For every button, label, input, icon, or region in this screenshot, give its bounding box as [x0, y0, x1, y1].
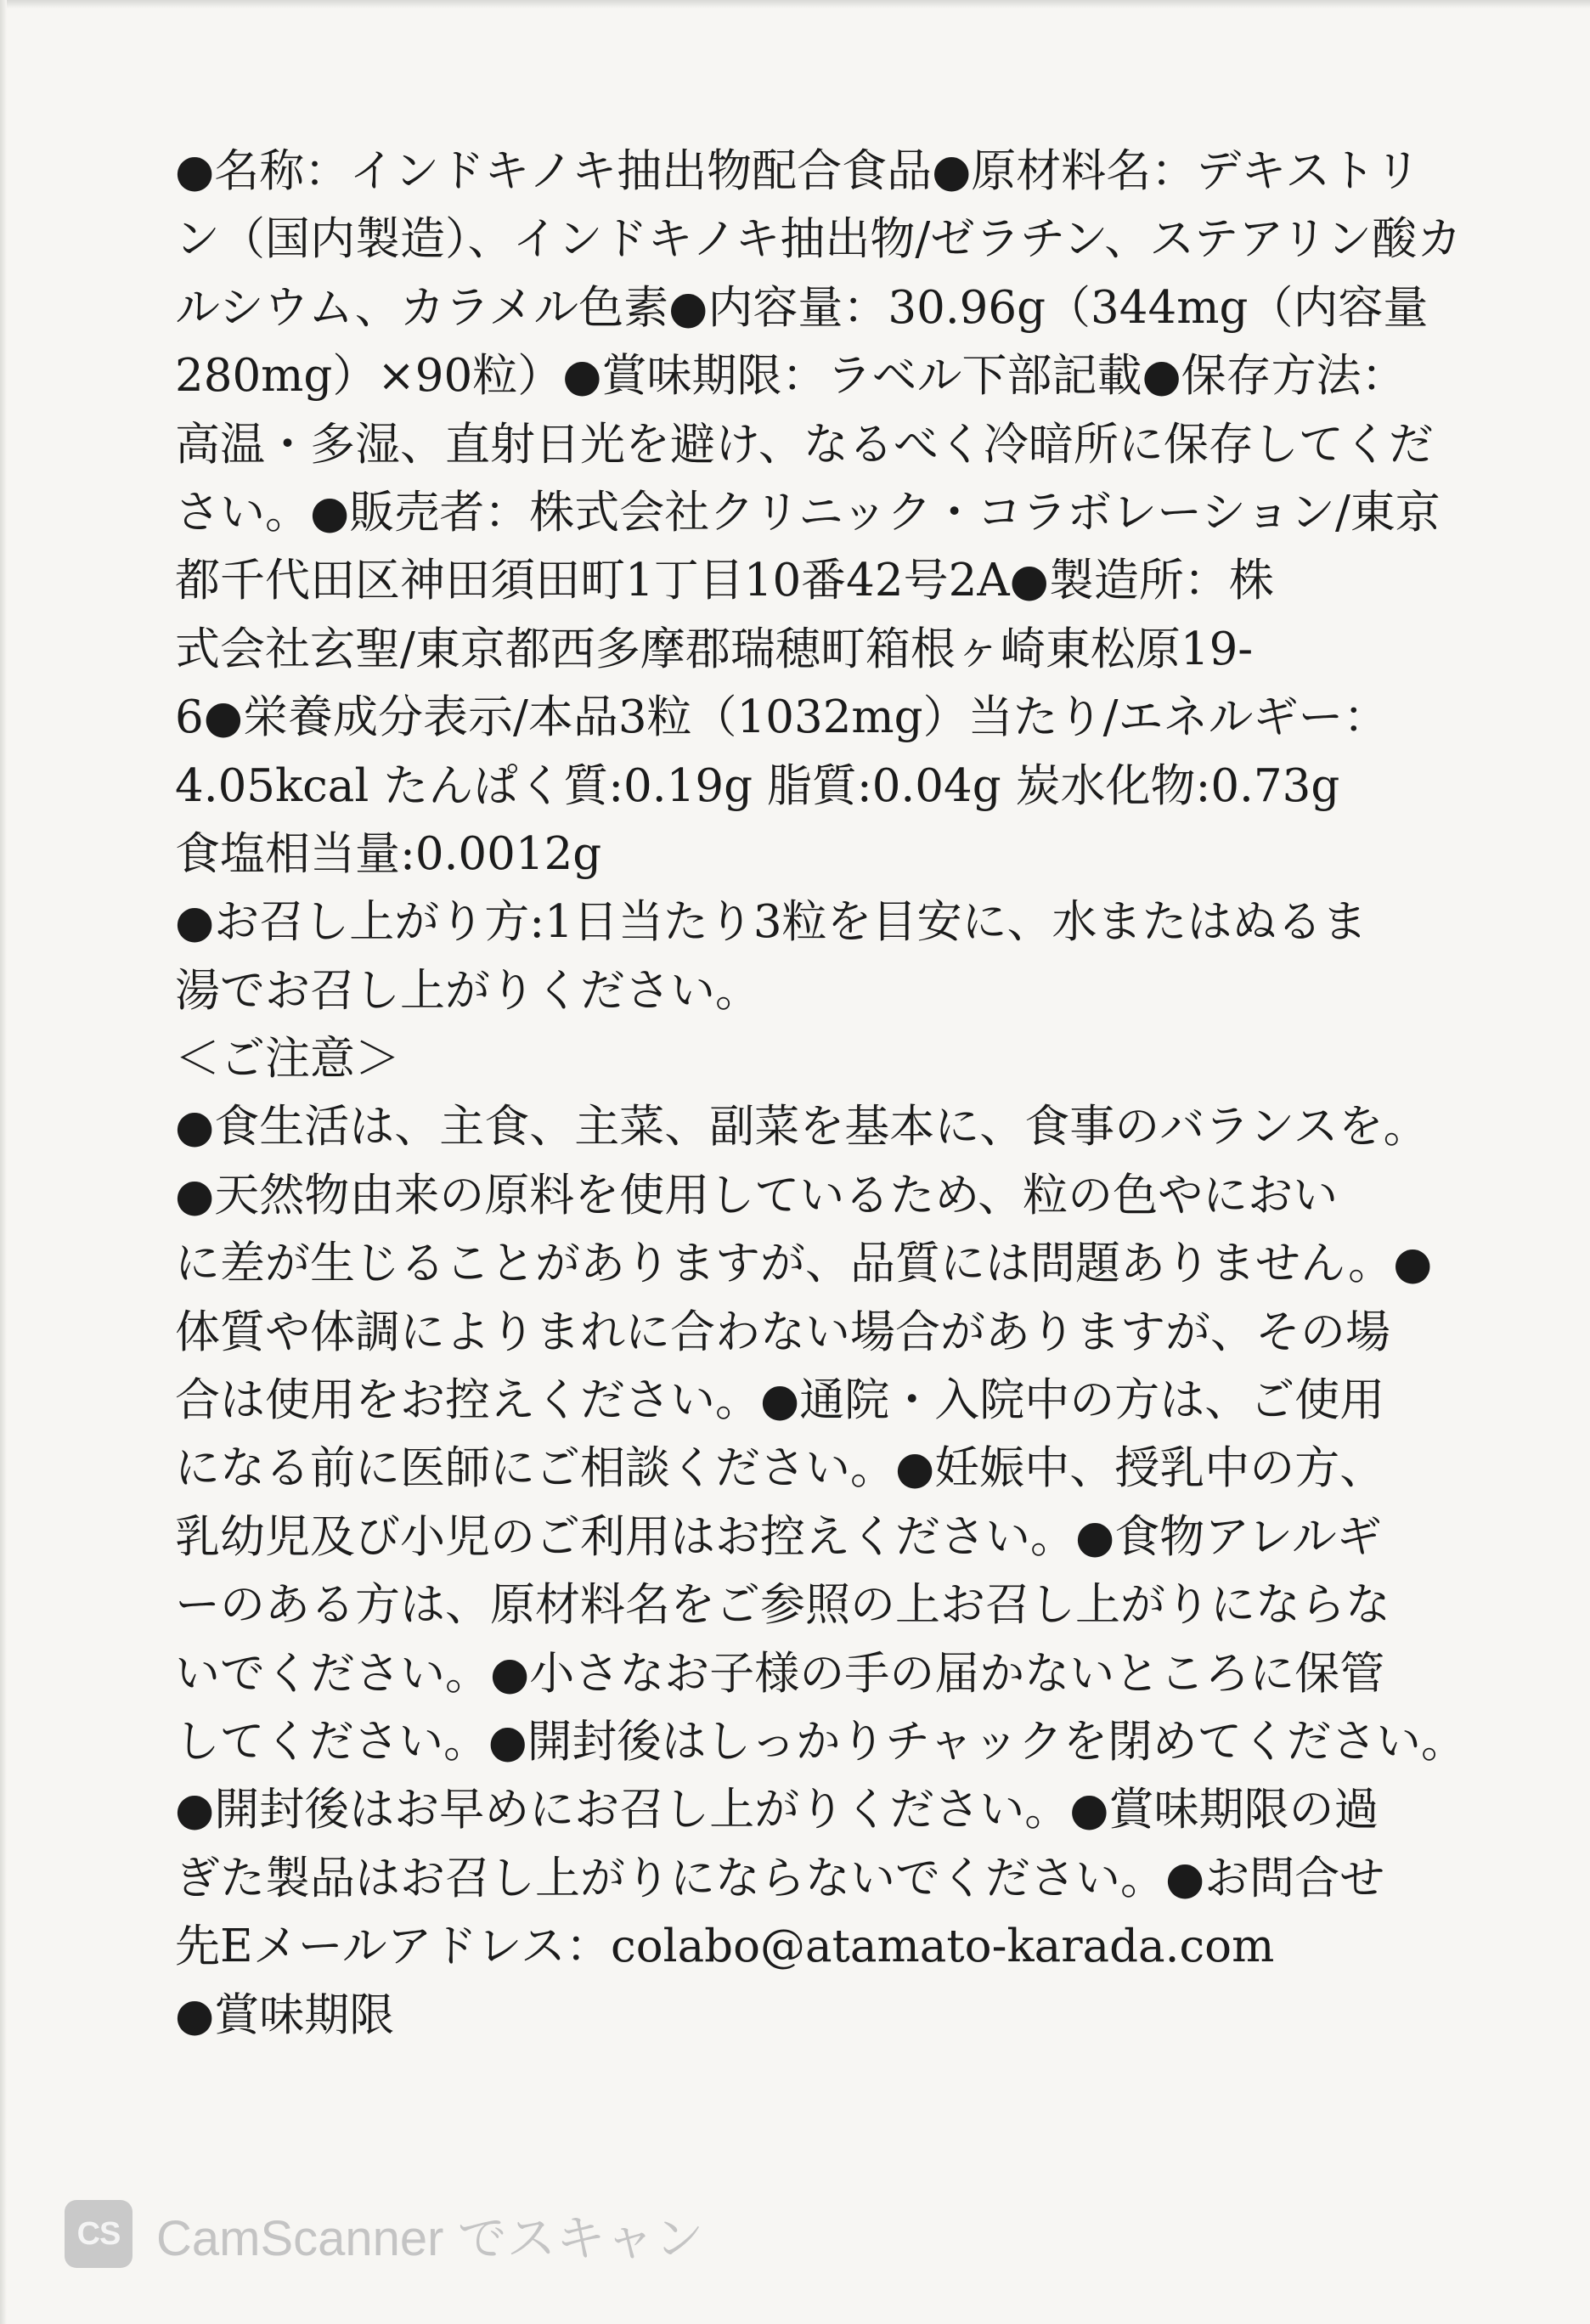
watermark-text: CamScanner でスキャン [156, 2211, 704, 2266]
camscanner-watermark [65, 2196, 704, 2272]
label-line: ●お召し上がり方:1日当たり3粒を目安に、水またはぬるま [175, 896, 1367, 949]
label-line: ●名称：インドキノキ抽出物配合食品●原材料名：デキストリ [175, 145, 1421, 197]
label-line: 食塩相当量:0.0012g [175, 827, 602, 880]
label-line: 式会社玄聖/東京都西多摩郡瑞穂町箱根ヶ崎東松原19- [175, 623, 1254, 675]
label-line: ●開封後はお早めにお召し上がりください。●賞味期限の過 [175, 1784, 1379, 1836]
label-line: ーのある方は、原材料名をご参照の上お召し上がりにならな [175, 1579, 1390, 1632]
label-line: ぎた製品はお召し上がりにならないでください。●お問合せ [175, 1852, 1385, 1904]
label-line: ン（国内製造）、インドキノキ抽出物/ゼラチン、ステアリン酸カ [175, 213, 1463, 266]
label-line: 6●栄養成分表示/本品3粒（1032mg）当たり/エネルギー： [175, 691, 1389, 744]
contact-email-line: 先Eメールアドレス：colabo@atamato-karada.com [175, 1921, 1275, 1973]
label-line: 体質や体調によりまれに合わない場合がありますが、その場 [175, 1306, 1390, 1358]
label-line: ●食生活は、主食、主菜、副菜を基本に、食事のバランスを。 [175, 1101, 1429, 1154]
product-label-text [175, 138, 1466, 2050]
label-line: になる前に医師にご相談ください。●妊娠中、授乳中の方、 [175, 1442, 1385, 1495]
label-line: に差が生じることがありますが、品質には問題ありません。● [175, 1238, 1433, 1290]
label-line: 4.05kcal たんぱく質:0.19g 脂質:0.04g 炭水化物:0.73g [175, 759, 1340, 812]
camscanner-logo-icon: CS [65, 2200, 132, 2268]
label-line: 都千代田区神田須田町1丁目10番42号2A●製造所：株 [175, 555, 1274, 607]
label-line: いでください。●小さなお子様の手の届かないところに保管 [175, 1647, 1385, 1700]
label-line: ルシウム、カラメル色素●内容量：30.96g（344mg（内容量 [175, 281, 1429, 334]
expiry-label-line: ●賞味期限 [175, 1988, 395, 2041]
label-line: 合は使用をお控えください。●通院・入院中の方は、ご使用 [175, 1374, 1385, 1427]
label-line: さい。●販売者：株式会社クリニック・コラボレーション/東京 [175, 486, 1441, 539]
scan-edge [0, 0, 1590, 8]
label-line: 乳幼児及び小児のご利用はお控えください。●食物アレルギ [175, 1510, 1382, 1563]
label-line: 高温・多湿、直射日光を避け、なるべく冷暗所に保存してくだ [175, 418, 1434, 471]
label-line: 280mg）×90粒）●賞味期限：ラベル下部記載●保存方法： [175, 350, 1407, 403]
label-line: 湯でお召し上がりください。 [175, 964, 760, 1017]
label-line: ●天然物由来の原料を使用しているため、粒の色やにおい [175, 1169, 1339, 1221]
scan-edge [0, 0, 7, 2324]
caution-heading: ＜ご注意＞ [175, 1033, 400, 1086]
label-line: してください。●開封後はしっかりチャックを閉めてください。 [175, 1715, 1466, 1768]
